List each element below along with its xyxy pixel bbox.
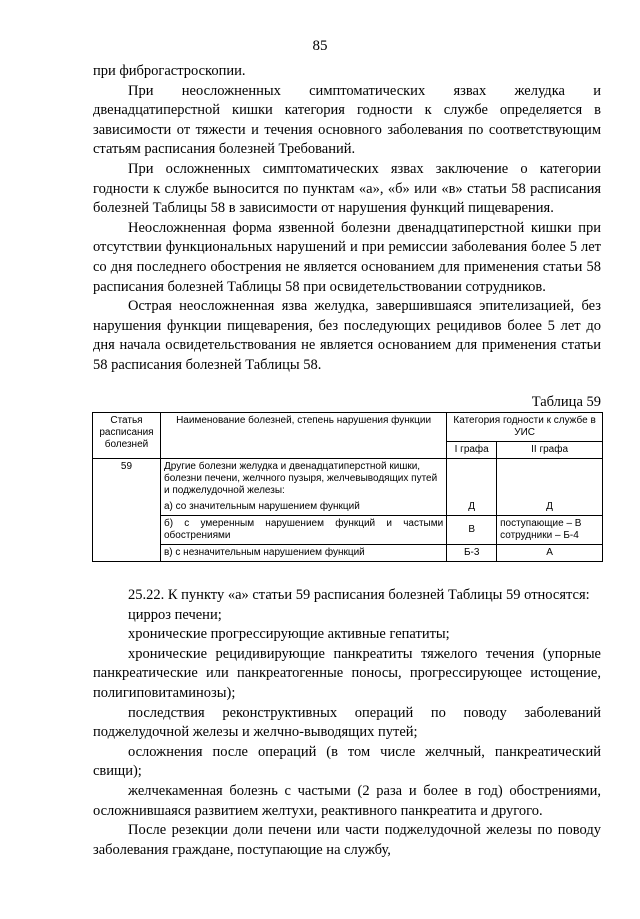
grade-1: Д xyxy=(447,459,497,516)
paragraph: Неосложненная форма язвенной болезни двенадцатиперстной кишки при отсутствии функциональных нарушений и при ремиссии заболевания более 5 лет со дня последнего обострения не является основанием для применения статьи 58 расписания болезней Таблицы 58 при освидетельствовании сотрудников. xyxy=(93,219,601,295)
top-text-block xyxy=(93,62,601,376)
header-disease-name: Наименование болезней, степень нарушения функции xyxy=(160,413,446,459)
paragraph: Острая неосложненная язва желудка, завершившаяся эпителизацией, без нарушения функции пищеварения, без последующих рецидивов более 5 лет до дня начала освидетельствования не является основанием для применения статьи 58 расписания болезней Таблицы 58. xyxy=(93,298,601,373)
header-category: Категория годности к службе в УИС xyxy=(447,413,603,442)
row-item-c: в) с незначительным нарушением функций xyxy=(160,545,446,562)
list-item: последствия реконструктивных операций по поводу заболеваний поджелудочной железы и желчно-выводящих путей; xyxy=(93,704,601,741)
table-caption: Таблица 59 xyxy=(531,394,601,410)
header-column-1: I графа xyxy=(447,442,497,459)
table-row xyxy=(93,545,603,562)
paragraph: при фиброгастроскопии. xyxy=(93,63,246,79)
list-item: хронические рецидивирующие панкреатиты тяжелого течения (упорные панкреатические или панкреатогенные поносы, прогрессирующее истощение, полигиповитаминозы); xyxy=(93,645,601,701)
list-item: цирроз печени; xyxy=(128,606,222,623)
list-item: хронические прогрессирующие активные гепатиты; xyxy=(128,626,450,643)
header-article: Статья расписания болезней xyxy=(93,413,161,459)
page-number: 85 xyxy=(312,38,328,54)
paragraph: После резекции доли печени или части поджелудочной железы по поводу заболевания граждане, поступающие на службу, xyxy=(93,822,601,858)
table-59 xyxy=(92,412,603,562)
grade-2: А xyxy=(497,545,603,562)
bottom-text-block xyxy=(93,586,601,860)
row-text xyxy=(160,459,446,516)
grade-2: поступающие – В сотрудники – Б-4 xyxy=(497,516,603,545)
table-header-row xyxy=(93,413,603,442)
row-item-b: б) с умеренным нарушением функций и частыми обострениями xyxy=(160,516,446,545)
table-row xyxy=(93,459,603,516)
row-item-a: а) со значительным нарушением функций xyxy=(163,501,360,512)
list-item: осложнения после операций (в том числе желчный, панкреатический свищи); xyxy=(93,743,601,780)
paragraph: При неосложненных симптоматических язвах желудка и двенадцатиперстной кишки категория годности к службе определяется в зависимости от тяжести и течения основного заболевания по соответствующим статьям расписания болезней Требований. xyxy=(93,82,601,158)
grade-2: Д xyxy=(497,459,603,516)
paragraph: 25.22. К пункту «а» статьи 59 расписания болезней Таблицы 59 относятся: xyxy=(128,587,590,603)
header-column-2: II графа xyxy=(497,442,603,459)
row-intro: Другие болезни желудка и двенадцатиперстной кишки, болезни печени, желчного пузыря, желчевыводящих путей и поджелудочной железы: xyxy=(163,461,438,496)
table-row xyxy=(93,516,603,545)
grade-1: Б-3 xyxy=(447,545,497,562)
list-item: желчекаменная болезнь с частыми (2 раза и более в год) обострениями, осложнившаяся развитием желтухи, реактивного панкреатита и другого. xyxy=(93,782,601,819)
article-number: 59 xyxy=(93,459,161,562)
grade-1: В xyxy=(447,516,497,545)
paragraph: При осложненных симптоматических язвах заключение о категории годности к службе выносится по пунктам «а», «б» или «в» статьи 58 расписания болезней Таблицы 58 в зависимости от нарушения функций пищеварения. xyxy=(93,160,601,217)
